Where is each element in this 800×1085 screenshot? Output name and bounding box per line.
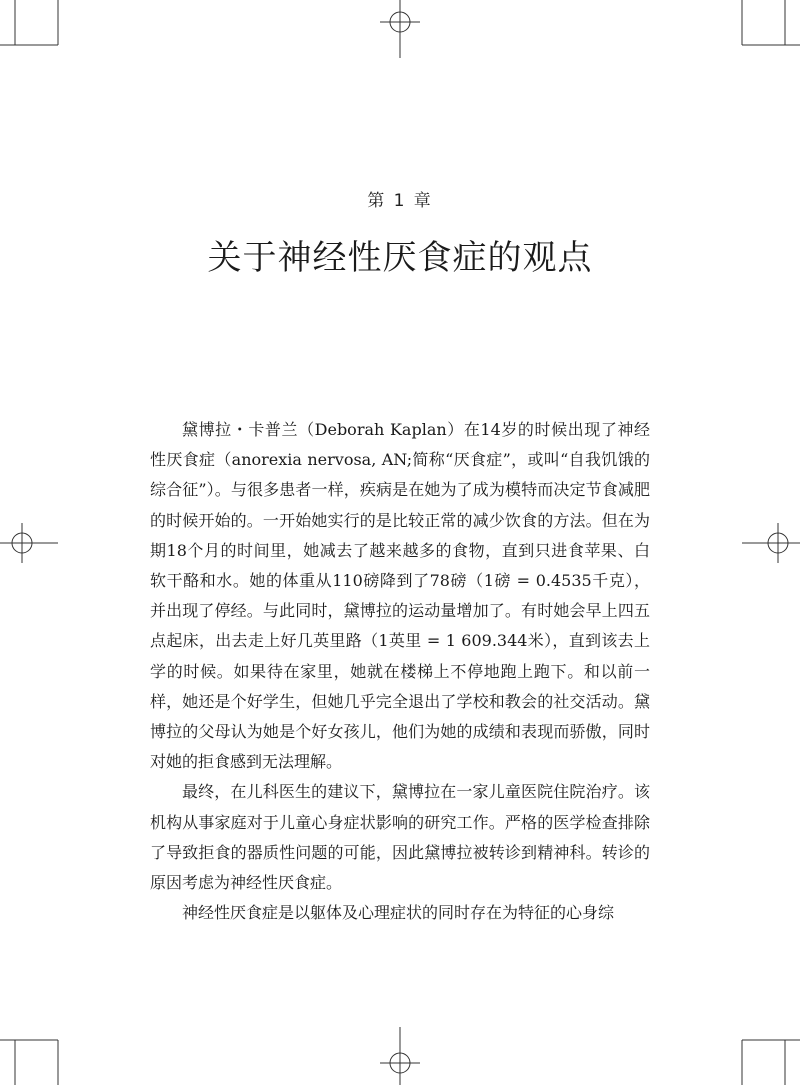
registration-target-right — [742, 523, 800, 563]
paragraph-3: 神经性厌食症是以躯体及心理症状的同时存在为特征的心身综 — [182, 903, 615, 923]
crop-mark-bottom-left — [0, 1040, 58, 1085]
registration-target-top — [380, 0, 420, 58]
chapter-title: 关于神经性厌食症的观点 — [207, 238, 593, 278]
chapter-number: 第 1 章 — [367, 191, 433, 211]
crop-mark-bottom-right — [742, 1040, 800, 1085]
registration-target-bottom — [380, 1027, 420, 1085]
body-text — [150, 415, 650, 928]
crop-mark-top-right — [742, 0, 800, 45]
registration-target-left — [0, 523, 58, 563]
paragraph-1: 黛博拉・卡普兰（Deborah Kaplan）在14岁的时候出现了神经性厌食症（anorexia nervosa, AN;简称“厌食症”，或叫“自我饥饿的综合征”）。与很多患者一样，疾病是在她为了成为模特而决定节食减肥的时候开始的。一开始她实行的是比较正常的减少饮食的方法。但在为期18个月的时间里，她减去了越来越多的食物，直到只进食苹果、白软干酪和水。她的体重从110磅降到了78磅（1磅 = 0.4535千克），并出现了停经。与此同时，黛博拉的运动量增加了。有时她会早上四五点起床，出去走上好几英里路（1英里 = 1 609.344米），直到该去上学的时候。如果待在家里，她就在楼梯上不停地跑上跑下。和以前一样，她还是个好学生，但她几乎完全退出了学校和教会的社交活动。黛博拉的父母认为她是个好女孩儿，他们为她的成绩和表现而骄傲，同时对她的拒食感到无法理解。 — [150, 420, 650, 772]
paragraph-2: 最终，在儿科医生的建议下，黛博拉在一家儿童医院住院治疗。该机构从事家庭对于儿童心身症状影响的研究工作。严格的医学检查排除了导致拒食的器质性问题的可能，因此黛博拉被转诊到精神科。转诊的原因考虑为神经性厌食症。 — [150, 782, 650, 893]
crop-mark-top-left — [0, 0, 58, 45]
